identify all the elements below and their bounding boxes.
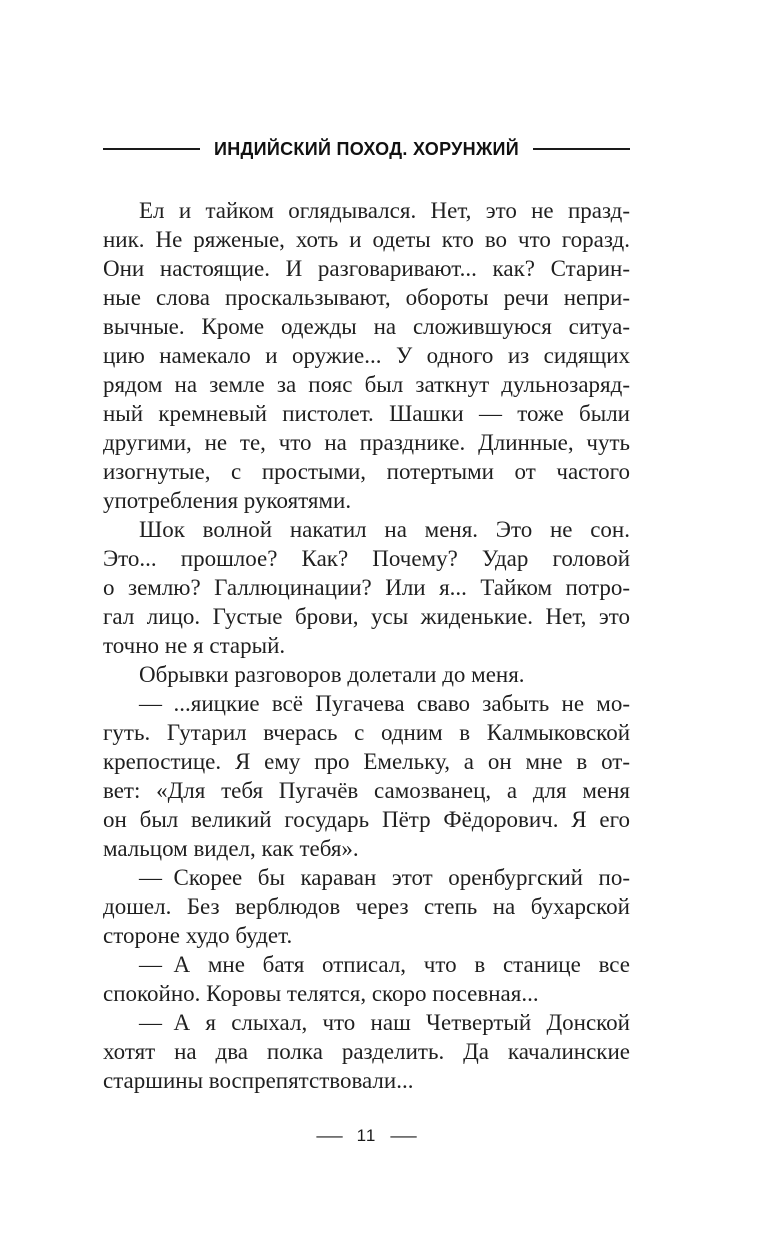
text-line: вет: «Для тебя Пугачёв самозванец, а для меня [103, 778, 630, 803]
text-line: Обрывки разговоров долетали до меня. [139, 662, 525, 687]
text-line: вычные. Кроме одежды на сложившуюся ситуа- [103, 314, 630, 339]
text-line: старшины воспрепятствовали... [103, 1068, 414, 1093]
page-body [103, 196, 630, 1095]
text-line: хотят на два полка разделить. Да качалинские [103, 1039, 630, 1064]
text-line: — ...яицкие всё Пугачева сваво забыть не мо- [139, 691, 630, 716]
text-line: дошел. Без верблюдов через степь на бухарской [103, 894, 630, 919]
text-line: о землю? Галлюцинации? Или я... Тайком потро- [103, 575, 630, 600]
text-line: — Скорее бы караван этот оренбургский по- [139, 865, 630, 890]
text-line: — А я слыхал, что наш Четвертый Донской [139, 1010, 630, 1035]
paragraph [103, 689, 630, 863]
chapter-title: ИНДИЙСКИЙ ПОХОД. ХОРУНЖИЙ [213, 138, 520, 159]
footer-dash-left: — [316, 1126, 343, 1145]
text-line: — А мне батя отписал, что в станице все [139, 952, 630, 977]
text-line: Ел и тайком оглядывался. Нет, это не празд- [139, 198, 630, 223]
text-line: Они настоящие. И разговаривают... как? Старин- [103, 256, 630, 281]
header-rule-right [533, 148, 630, 150]
paragraph [103, 196, 630, 515]
text-line: ные слова проскальзывают, обороты речи непри- [103, 285, 630, 310]
running-header [103, 134, 630, 164]
paragraph [103, 1008, 630, 1095]
text-line: изогнутые, с простыми, потертыми от частого [103, 459, 630, 484]
text-line: Шок волной накатил на меня. Это не сон. [139, 517, 630, 542]
paragraph [103, 863, 630, 950]
paragraph [103, 515, 630, 660]
page-number: 11 [356, 1126, 377, 1145]
header-rule-left [103, 148, 200, 150]
text-line: рядом на земле за пояс был заткнут дульнозаряд- [103, 372, 630, 397]
text-line: крепостице. Я ему про Емельку, а он мне в от- [103, 749, 630, 774]
page-footer [103, 1126, 630, 1146]
text-line: Это... прошлое? Как? Почему? Удар головой [103, 546, 630, 571]
footer-dash-right: — [390, 1126, 417, 1145]
text-line: мальцом видел, как тебя». [103, 836, 359, 861]
paragraph [103, 660, 630, 689]
text-line: стороне худо будет. [103, 923, 293, 948]
text-line: он был великий государь Пётр Фёдорович. Я его [103, 807, 630, 832]
paragraph [103, 950, 630, 1008]
text-line: гал лицо. Густые брови, усы жиденькие. Нет, это [103, 604, 630, 629]
text-line: ник. Не ряженые, хоть и одеты кто во что горазд. [103, 227, 630, 252]
text-line: точно не я старый. [103, 633, 286, 658]
text-line: цию намекало и оружие... У одного из сидящих [103, 343, 630, 368]
text-line: употребления рукоятями. [103, 488, 352, 513]
text-line: гуть. Гутарил вчерась с одним в Калмыковской [103, 720, 630, 745]
text-line: ный кремневый пистолет. Шашки — тоже были [103, 401, 630, 426]
text-line: другими, не те, что на празднике. Длинные, чуть [103, 430, 630, 455]
text-line: спокойно. Коровы телятся, скоро посевная... [103, 981, 539, 1006]
